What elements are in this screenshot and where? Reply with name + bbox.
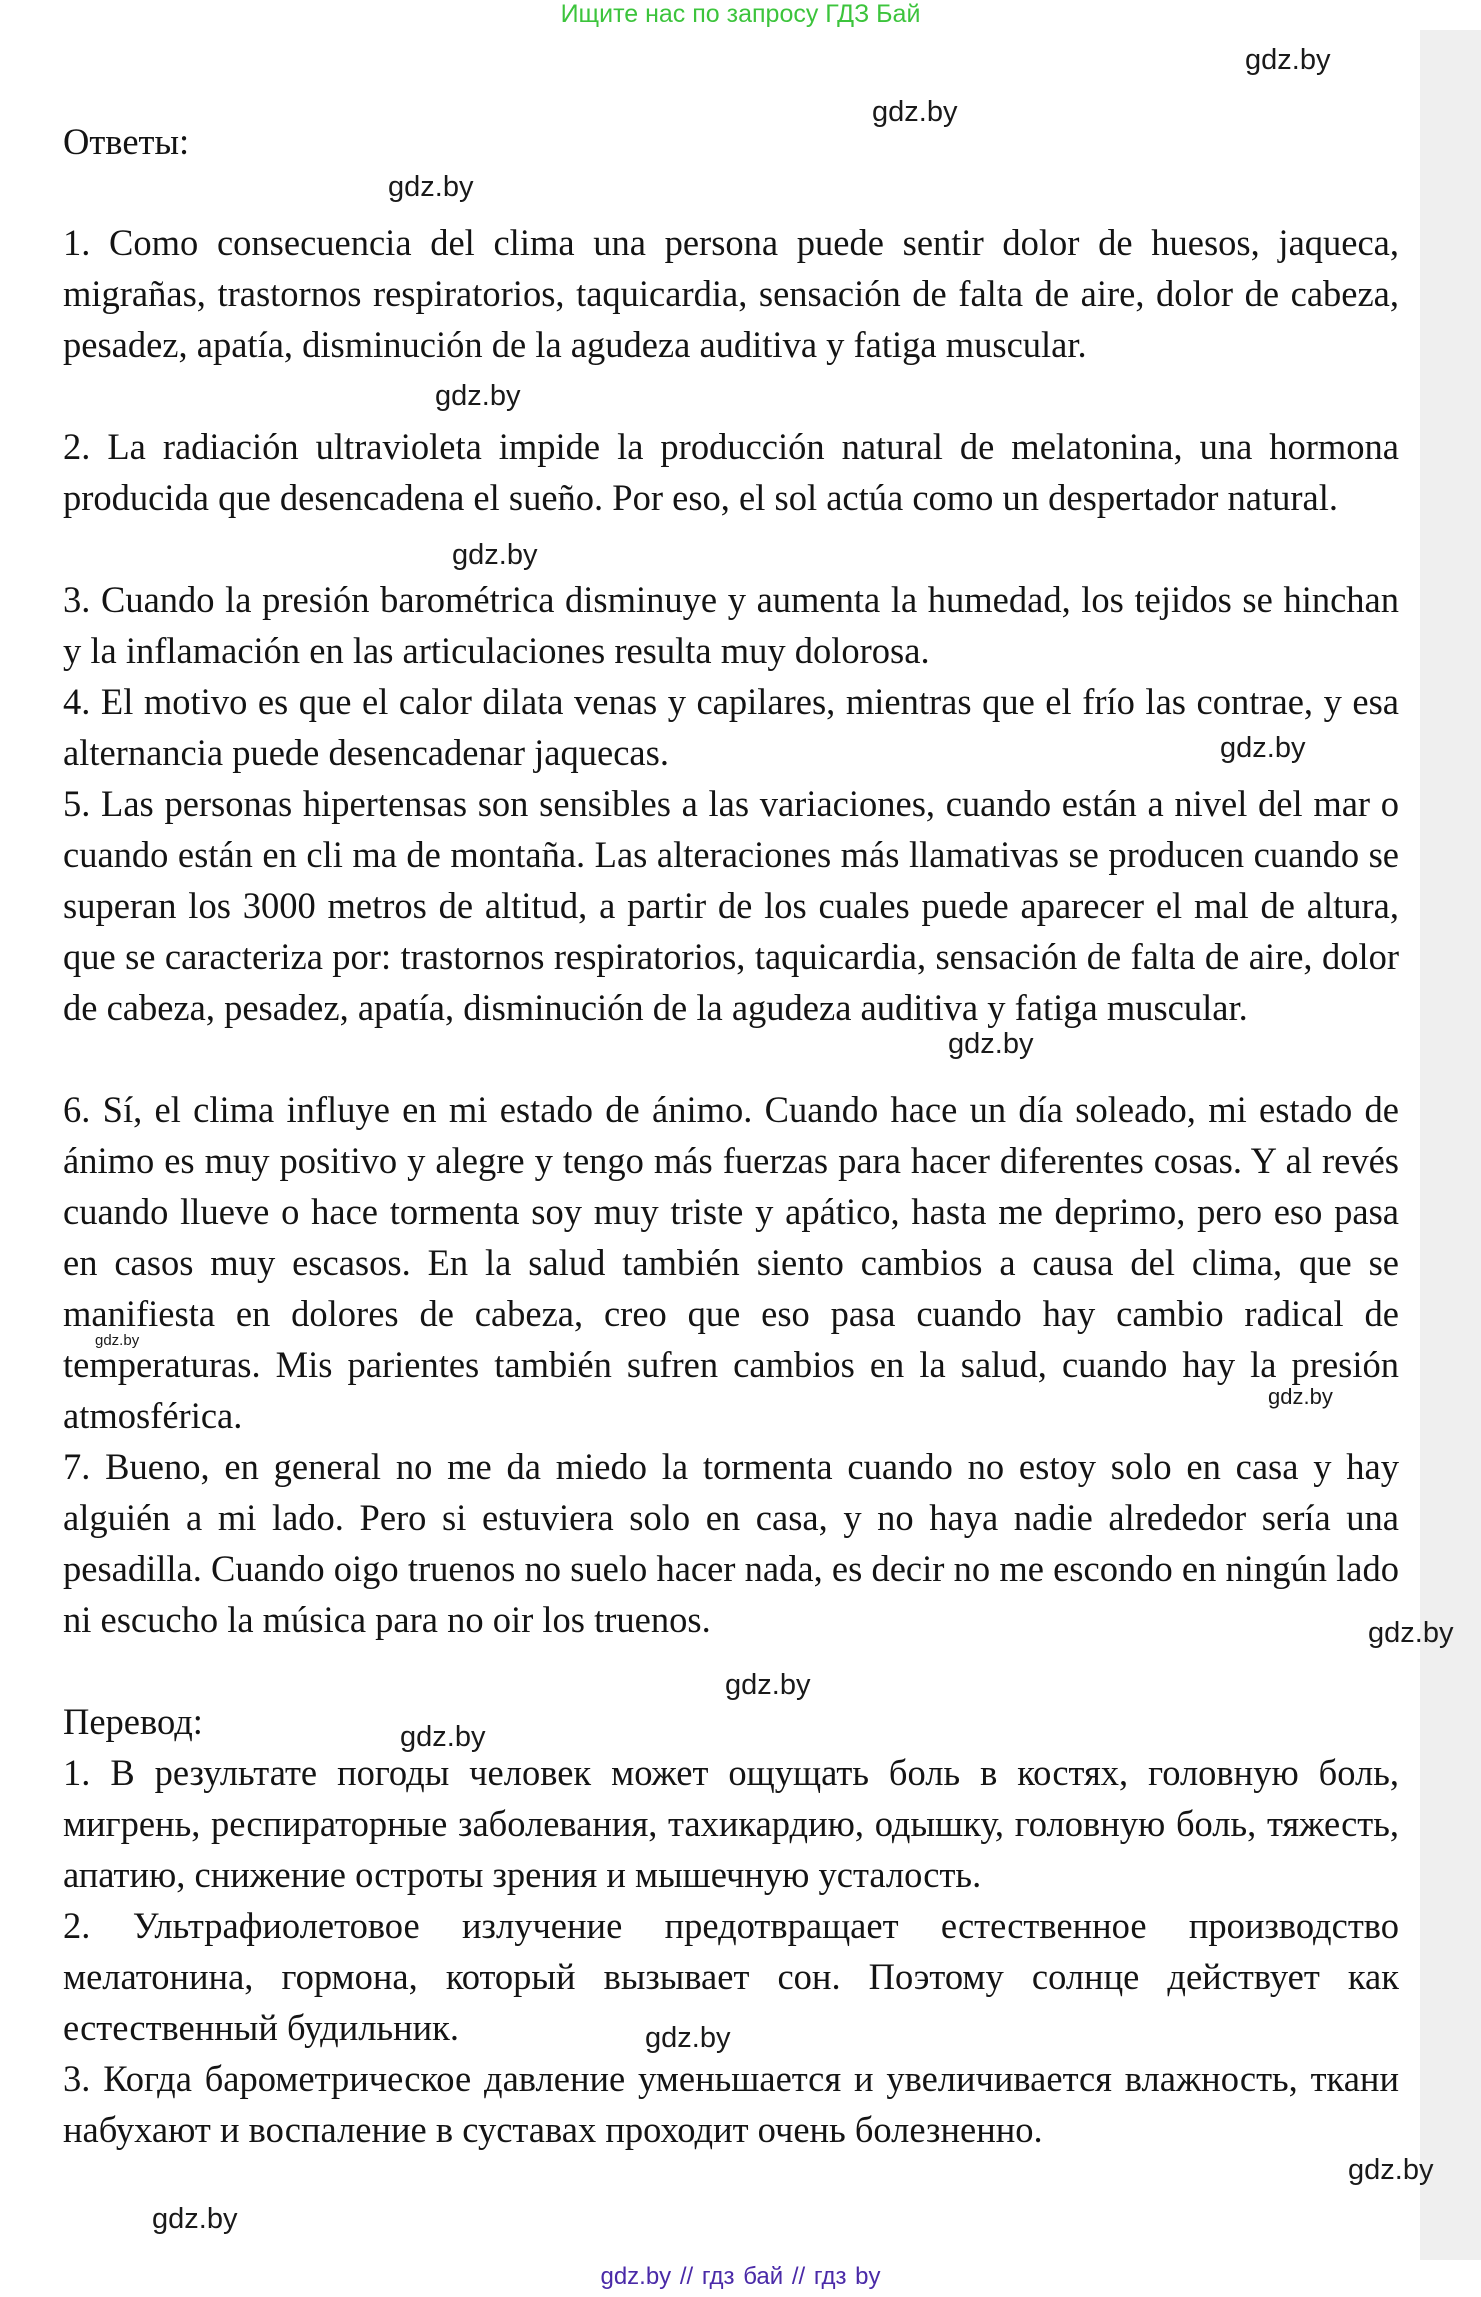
translation-item-1: 1. В результате погоды человек может ощущать боль в костях, головную боль, мигрень, респираторные заболевания, тахикардию, одышку, головную боль, тяжесть, апатию, снижение остроты зрения и мышечную усталость. (63, 1752, 1399, 1895)
watermark: gdz.by (872, 96, 958, 128)
watermark: gdz.by (452, 539, 538, 571)
watermark: gdz.by (1368, 1617, 1454, 1649)
watermark: gdz.by (645, 2022, 731, 2054)
translation-item-2: 2. Ультрафиолетовое излучение предотвращает естественное производство мелатонина, гормона, который вызывает сон. Поэтому солнце действует как естественный будильник. (63, 1905, 1399, 2048)
answer-item-4: 4. El motivo es que el calor dilata venas y capilares, mientras que el frío las contrae, y esa alternancia puede desencadenar jaquecas. (63, 681, 1399, 773)
watermark: gdz.by (948, 1028, 1034, 1060)
answer-item-2: 2. La radiación ultravioleta impide la producción natural de melatonina, una hormona producida que desencadena el sueño. Por eso, el sol actúa como un despertador natural. (63, 426, 1399, 518)
answer-item-7: 7. Bueno, en general no me da miedo la tormenta cuando no estoy solo en casa y hay alguién a mi lado. Pero si estuviera solo en casa, y no haya nadie alrededor sería una pesadilla. Cuando oigo truenos no suelo hacer nada, es decir no me escondo en ningún lado ni escucho la música para no oir los truenos. (63, 1446, 1399, 1640)
watermark: gdz.by (400, 1721, 486, 1753)
translation-heading: Перевод: (63, 1701, 203, 1742)
watermark: gdz.by (435, 380, 521, 412)
answer-item-5: 5. Las personas hipertensas son sensibles a las variaciones, cuando están a nivel del mar o cuando están en cli ma de montaña. Las alteraciones más llamativas se producen cuando se superan los 3000 metros de altitud, a partir de los cuales puede aparecer el mal de altura, que se caracteriza por: trastornos respiratorios, taquicardia, sensación de falta de aire, dolor de cabeza, pesadez, apatía, disminución de la agudeza auditiva y fatiga muscular. (63, 783, 1399, 1028)
watermark: gdz.by (1348, 2154, 1434, 2186)
bottom-banner: gdz.by // гдз бай // гдз by (600, 2263, 881, 2290)
watermark: gdz.by (152, 2203, 238, 2235)
top-banner: Ищите нас по запросу ГДЗ Бай (560, 0, 921, 28)
watermark: gdz.by (95, 1332, 140, 1349)
watermark: gdz.by (388, 171, 474, 203)
watermark: gdz.by (1268, 1384, 1333, 1409)
watermark: gdz.by (1245, 44, 1331, 76)
watermark: gdz.by (725, 1669, 811, 1701)
answer-item-3: 3. Cuando la presión barométrica disminuye y aumenta la humedad, los tejidos se hinchan y la inflamación en las articulaciones resulta muy dolorosa. (63, 579, 1399, 671)
translation-item-3: 3. Когда барометрическое давление уменьшается и увеличивается влажность, ткани набухают и воспаление в суставах проходит очень болезненно. (63, 2058, 1399, 2150)
answers-heading: Ответы: (63, 121, 190, 162)
watermark: gdz.by (1220, 732, 1306, 764)
answer-item-1: 1. Como consecuencia del clima una persona puede sentir dolor de huesos, jaqueca, migrañas, trastornos respiratorios, taquicardia, sensación de falta de aire, dolor de cabeza, pesadez, apatía, disminución de la agudeza auditiva y fatiga muscular. (63, 222, 1399, 365)
right-margin-strip (1420, 30, 1481, 2260)
answer-item-6: 6. Sí, el clima influye en mi estado de ánimo. Cuando hace un día soleado, mi estado de ánimo es muy positivo y alegre y tengo más fuerzas para hacer diferentes cosas. Y al revés cuando llueve o hace tormenta soy muy triste y apático, hasta me deprimo, pero eso pasa en casos muy escasos. En la salud también siento cambios a causa del clima, que se manifiesta en dolores de cabeza, creo que eso pasa cuando hay cambio radical de temperaturas. Mis parientes también sufren cambios en la salud, cuando hay la presión atmosférica. (63, 1089, 1399, 1436)
